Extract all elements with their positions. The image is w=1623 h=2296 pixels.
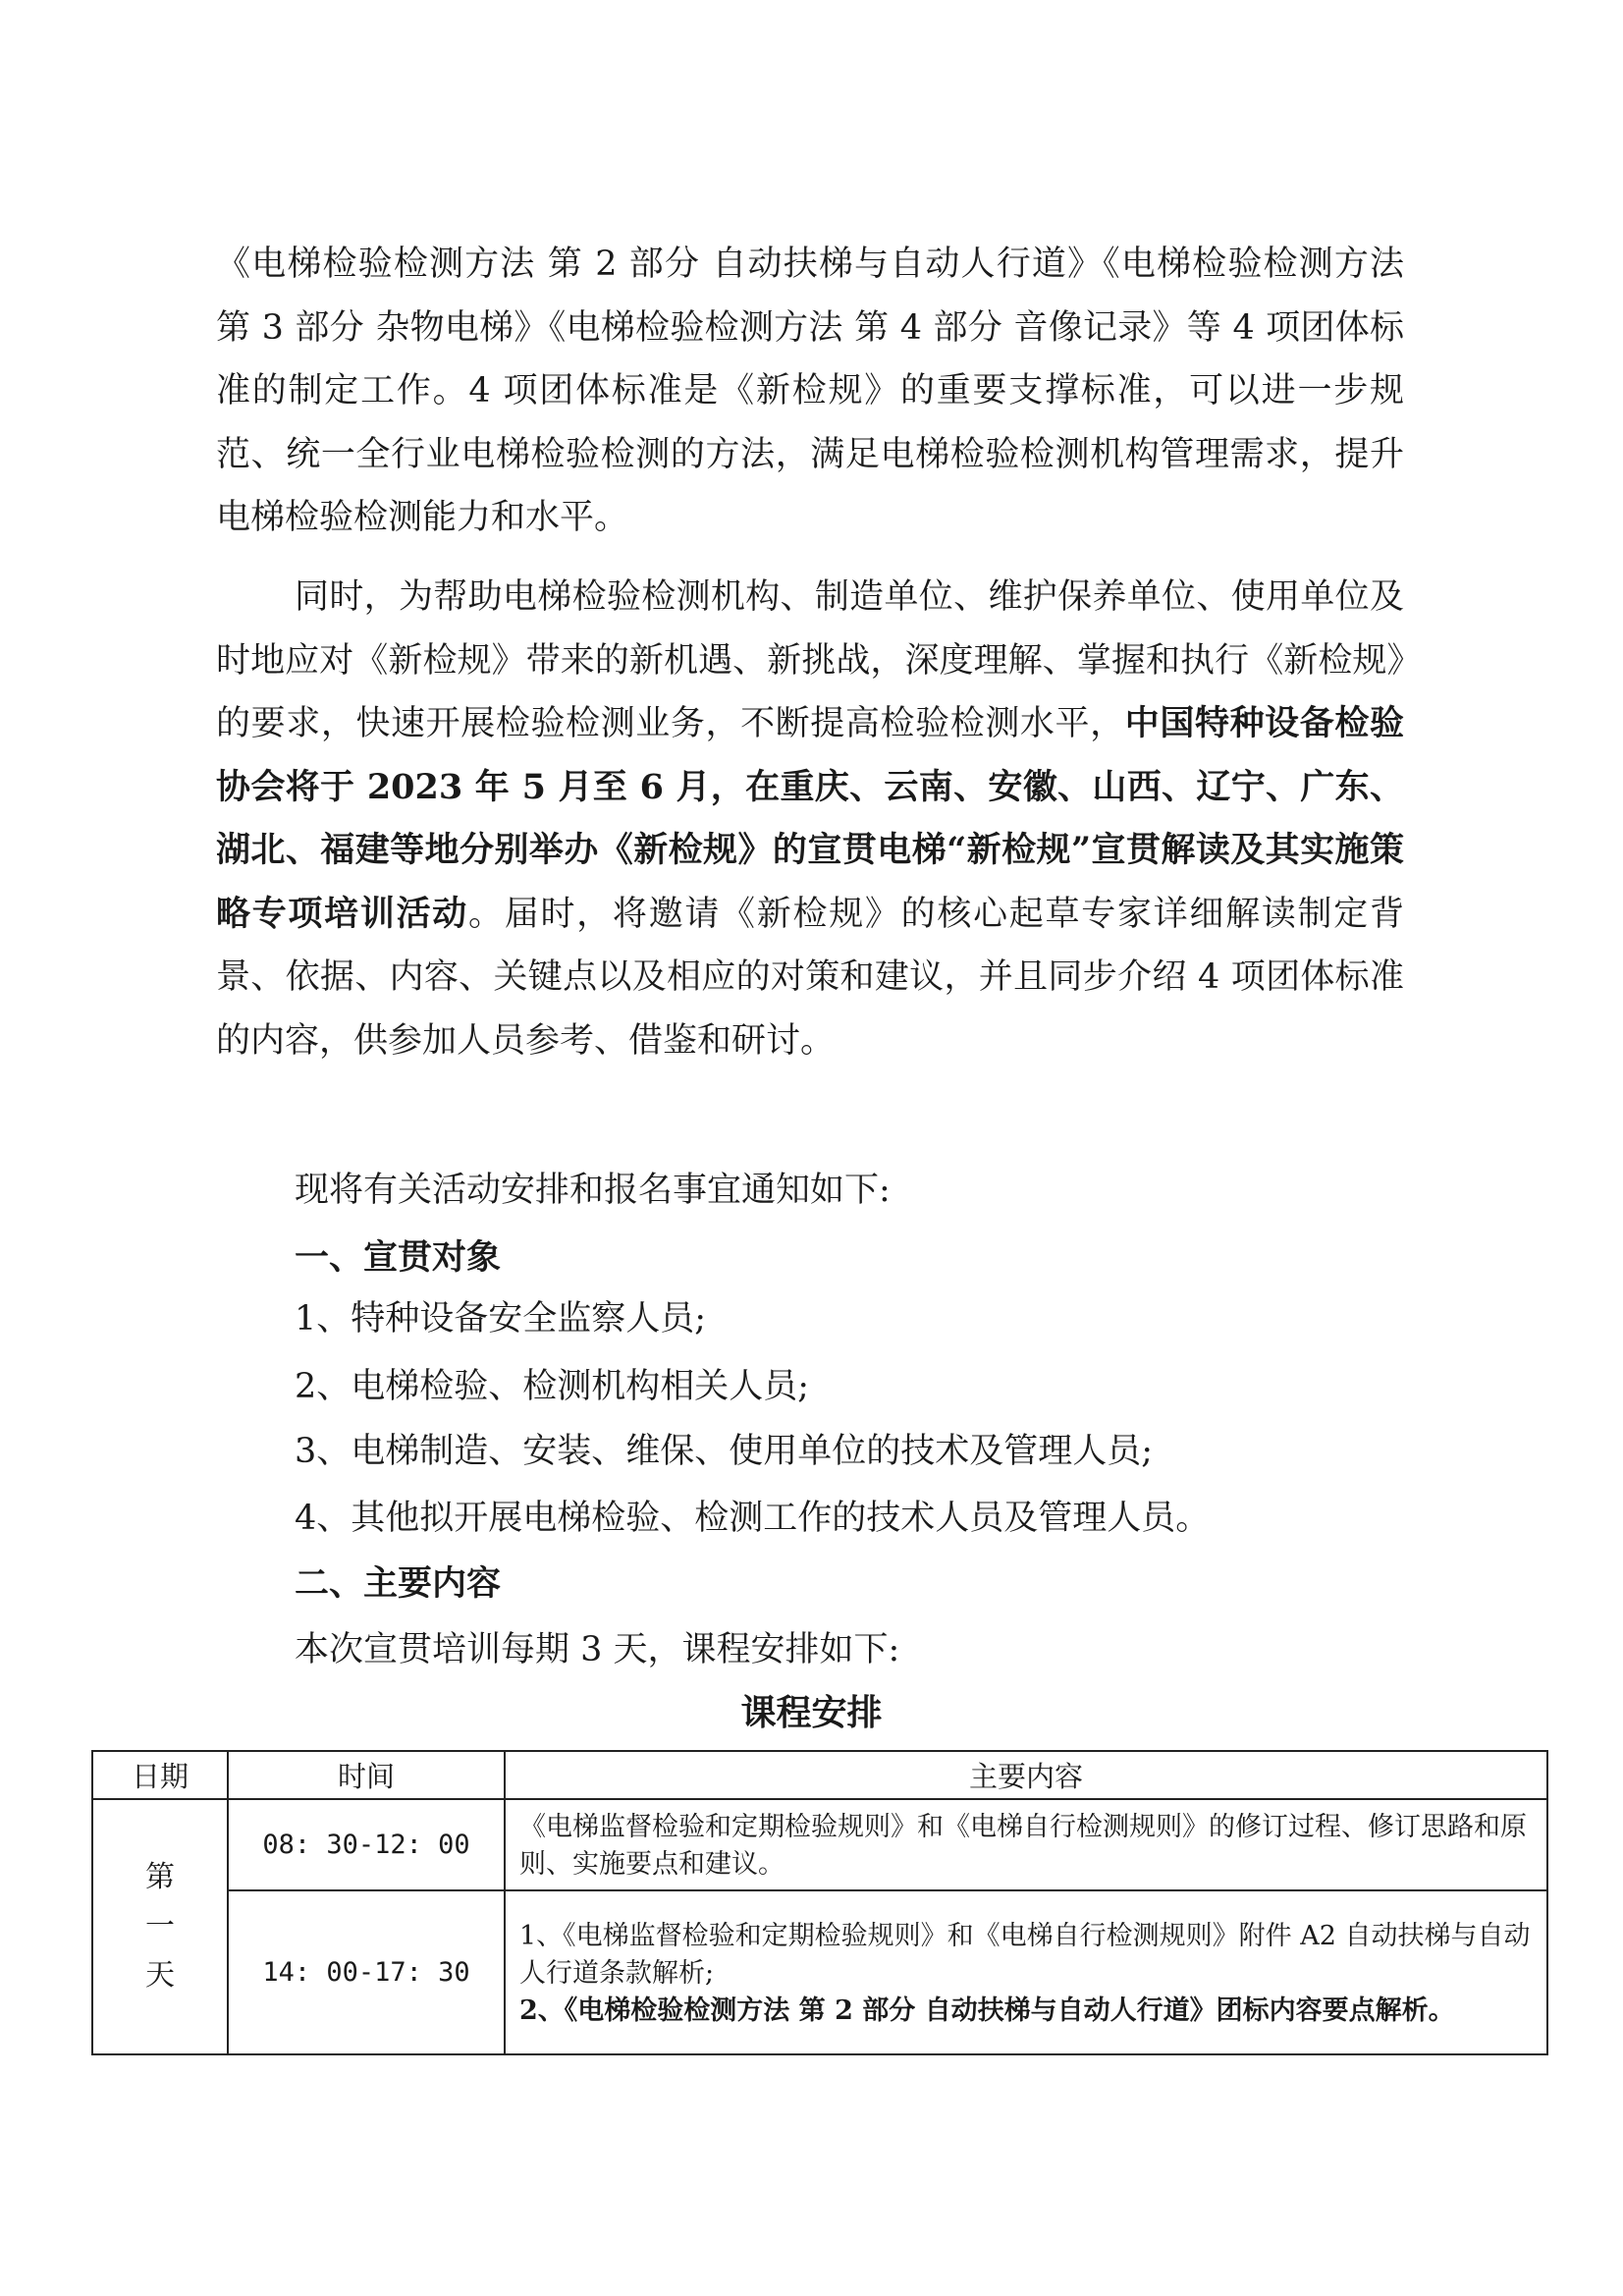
table-row (92, 1890, 1547, 2054)
content-text: 1、《电梯监督检验和定期检验规则》和《电梯自行检测规则》附件 A2 自动扶梯与自动人行道条款解析; (519, 1920, 1531, 1989)
list-item: 4、其他拟开展电梯检验、检测工作的技术人员及管理人员。 (295, 1499, 1211, 1538)
header-time: 时间 (228, 1751, 505, 1799)
paragraph-text: 。届时，将邀请《新检规》的核心起草专家详细解读制定背景、依据、内容、关键点以及相应的对策和建议，并且同步介绍 4 项团体标准的内容，供参加人员参考、借鉴和研讨。 (216, 894, 1404, 1061)
schedule-table (91, 1750, 1548, 2055)
content-text-bold: 2、《电梯检验检测方法 第 2 部分 自动扶梯与自动人行道》团标内容要点解析。 (519, 1995, 1455, 2026)
content-text: 《电梯监督检验和定期检验规则》和《电梯自行检测规则》的修订过程、修订思路和原则、实施要点和建议。 (519, 1811, 1527, 1880)
list-item: 2、电梯检验、检测机构相关人员; (295, 1367, 810, 1406)
header-content: 主要内容 (505, 1751, 1547, 1799)
day-char: 一 (145, 1909, 175, 1943)
day-char: 天 (145, 1958, 175, 1993)
paragraph-standards: 《电梯检验检测方法 第 2 部分 自动扶梯与自动人行道》《电梯检验检测方法 第 3 部分 杂物电梯》《电梯检验检测方法 第 4 部分 音像记录》等 4 项团体标准的制定工作。4 项团体标准是《新检规》的重要支撑标准，可以进一步规范、统一全行业电梯检验检测的方法，满足电梯检验检测机构管理需求，提升电梯检验检测能力和水平。 (216, 245, 1404, 537)
day-cell (92, 1799, 228, 2054)
list-item: 1、特种设备安全监察人员; (295, 1299, 707, 1339)
content-cell (505, 1890, 1547, 2054)
day-char: 第 (145, 1860, 175, 1894)
table-header-row (92, 1751, 1547, 1799)
content-cell (505, 1799, 1547, 1890)
section-heading-audience: 一、宣贯对象 (295, 1237, 502, 1278)
table-caption: 课程安排 (740, 1692, 883, 1733)
list-item: 3、电梯制造、安装、维保、使用单位的技术及管理人员; (295, 1432, 1154, 1471)
paragraph-text: 同时，为帮助电梯检验检测机构、制造单位、维护保养单位、使用单位及时地应对《新检规》带来的新机遇、新挑战，深度理解、掌握和执行《新检规》的要求，快速开展检验检测业务，不断提高检验检测水平， (216, 577, 1404, 743)
paragraph-training-announcement (216, 566, 1404, 1072)
schedule-intro: 本次宣贯培训每期 3 天，课程安排如下: (295, 1630, 900, 1669)
section-heading-content: 二、主要内容 (295, 1563, 502, 1604)
time-cell: 14: 00-17: 30 (228, 1890, 505, 2054)
paragraph-bold-text: 中国特种设备检验协会将于 2023 年 5 月至 6 月，在重庆、云南、安徽、山西、辽宁、广东、湖北、福建等地分别举办《新检规》的宣贯电梯“新检规”宣贯解读及其实施策略专项培训活动 (216, 703, 1404, 934)
header-date: 日期 (92, 1751, 228, 1799)
time-cell: 08: 30-12: 00 (228, 1799, 505, 1890)
notice-intro: 现将有关活动安排和报名事宜通知如下: (295, 1171, 891, 1210)
table-row (92, 1799, 1547, 1890)
